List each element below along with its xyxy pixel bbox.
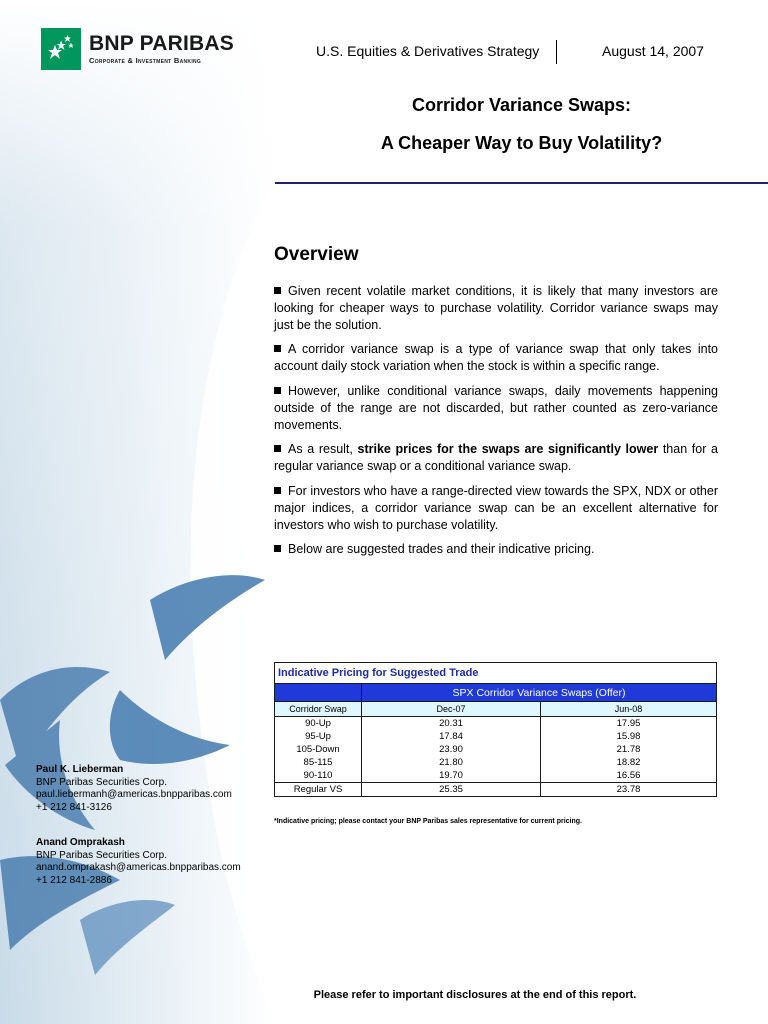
overview-heading: Overview [274,244,359,265]
bold-emphasis: strike prices for the swaps are significantly lower [357,442,659,457]
table-row: Regular VS 25.35 23.78 [275,783,717,797]
square-bullet-icon [274,487,281,494]
bullet-item: As a result, strike prices for the swaps are significantly lower than for a regular variance swap or a conditional variance swap. [274,442,718,474]
author-block [36,764,232,814]
stars-logo-icon [41,28,81,70]
report-title-line1: Corridor Variance Swaps: [411,95,632,115]
overview-bullet-list [274,283,718,566]
table-row: 90-Up 20.31 17.95 [275,717,717,731]
table-title: Indicative Pricing for Suggested Trade [275,663,717,684]
column-header: Corridor Swap [275,702,362,717]
table-row: 105-Down 23.90 21.78 [275,743,717,756]
author-block [36,837,241,887]
title-divider [275,182,768,184]
bullet-item: A corridor variance swap is a type of variance swap that only takes into account daily stock variation when the stock is within a specific range. [274,342,718,374]
bullet-item: However, unlike conditional variance swaps, daily movements happening outside of the range are not discarded, but rather counted as zero-variance movements. [274,383,718,432]
square-bullet-icon [274,287,281,294]
square-bullet-icon [274,545,281,552]
brand-logo [41,28,234,70]
table-row: 90-110 19.70 16.56 [275,769,717,783]
table-row: 95-Up 17.84 15.98 [275,730,717,743]
author-phone: +1 212 841-2886 [36,874,112,886]
bullet-item: Given recent volatile market conditions, it is likely that many investors are looking for cheaper ways to purchase volatility. Corridor variance swaps may just be the solution. [274,284,718,332]
indicative-pricing-table [274,662,717,797]
table-row: 85-115 21.80 18.82 [275,756,717,769]
brand-name: BNP PARIBAS [89,32,234,55]
pricing-footnote: *Indicative pricing; please contact your BNP Paribas sales representative for current pricing. [274,818,582,825]
column-header: Jun-08 [541,702,717,717]
brand-subtitle: Corporate & Investment Banking [89,56,202,65]
author-firm: BNP Paribas Securities Corp. [36,849,167,861]
author-phone: +1 212 841-3126 [36,801,112,813]
square-bullet-icon [274,345,281,352]
report-title-line2: A Cheaper Way to Buy Volatility? [380,133,663,153]
bullet-item: For investors who have a range-directed view towards the SPX, NDX or other major indices, a corridor variance swap can be an excellent alternative for investors who wish to purchase volatility. [274,483,718,532]
report-date: August 14, 2007 [602,43,704,59]
author-name: Paul K. Lieberman [36,764,124,775]
column-header: Dec-07 [362,702,541,717]
author-email: paul.liebermanh@americas.bnpparibas.com [36,789,232,800]
author-name: Anand Omprakash [36,837,125,848]
square-bullet-icon [274,445,281,452]
header-divider [556,40,557,64]
square-bullet-icon [274,387,281,394]
table-band-header: SPX Corridor Variance Swaps (Offer) [362,684,717,702]
disclosure-notice: Please refer to important disclosures at the end of this report. [313,989,637,1001]
author-firm: BNP Paribas Securities Corp. [36,776,167,788]
bullet-item: Below are suggested trades and their indicative pricing. [274,541,718,558]
author-email: anand.omprakash@americas.bnpparibas.com [36,862,241,873]
department-label: U.S. Equities & Derivatives Strategy [316,43,540,59]
